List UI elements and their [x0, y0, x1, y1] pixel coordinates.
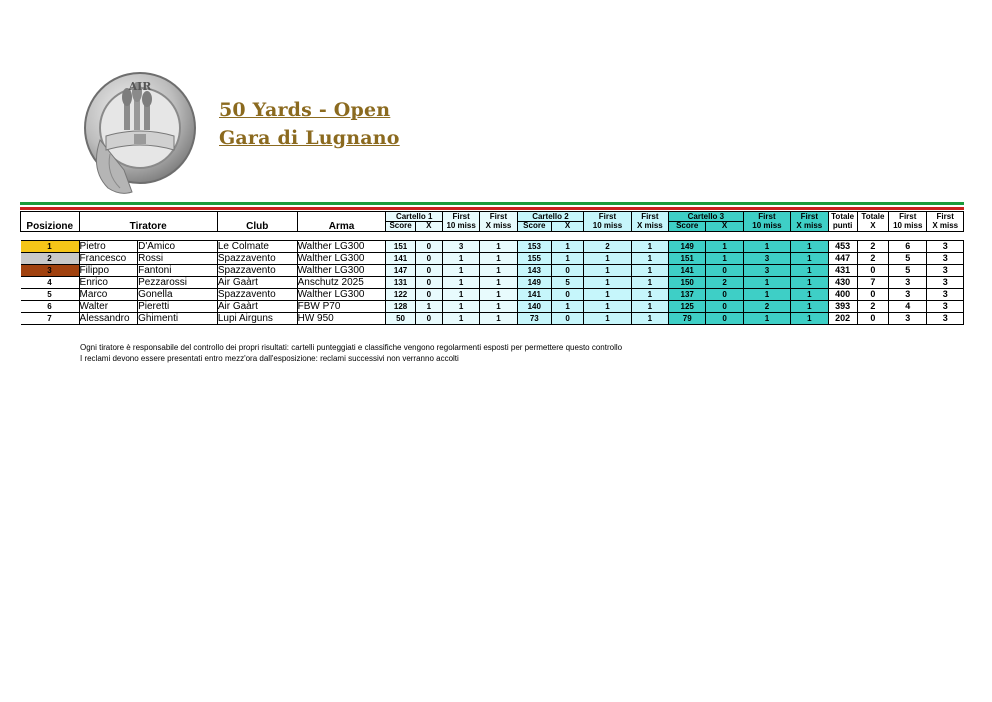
cell-c1-score: 147 — [386, 265, 415, 277]
cell-c2-x: 5 — [551, 277, 583, 289]
cell-arma: FBW P70 — [297, 301, 386, 313]
cell-arma: HW 950 — [297, 313, 386, 325]
header-c1-10miss: 10 miss — [442, 222, 479, 232]
cell-c1-first-xmiss: 1 — [480, 301, 517, 313]
cell-c2-score: 141 — [517, 289, 551, 301]
cell-nome: Enrico — [79, 277, 138, 289]
cell-c3-first-xmiss: 1 — [791, 301, 828, 313]
cell-c2-score: 140 — [517, 301, 551, 313]
cell-c2-score: 143 — [517, 265, 551, 277]
cell-totale-first-xmiss: 3 — [927, 253, 964, 265]
cell-cognome: Ghimenti — [138, 313, 218, 325]
cell-c3-score: 137 — [669, 289, 706, 301]
cell-totale-x: 2 — [857, 241, 888, 253]
cell-c1-first-xmiss: 1 — [480, 265, 517, 277]
cell-c2-first-10miss: 1 — [584, 265, 631, 277]
cell-c3-x: 1 — [706, 241, 743, 253]
cell-posizione: 7 — [21, 313, 80, 325]
cell-c2-first-10miss: 1 — [584, 253, 631, 265]
cell-c2-score: 153 — [517, 241, 551, 253]
cell-cognome: Fantoni — [138, 265, 218, 277]
cell-arma: Anschutz 2025 — [297, 277, 386, 289]
cell-arma: Walther LG300 — [297, 253, 386, 265]
cell-c3-score: 149 — [669, 241, 706, 253]
cell-c1-first-10miss: 3 — [442, 241, 479, 253]
cell-totale-first-10miss: 3 — [889, 289, 927, 301]
cell-totale-punti: 400 — [828, 289, 857, 301]
cell-totale-first-10miss: 3 — [889, 313, 927, 325]
cell-nome: Marco — [79, 289, 138, 301]
cell-c1-first-10miss: 1 — [442, 277, 479, 289]
header-club: Club — [217, 212, 297, 232]
cell-totale-x: 2 — [857, 301, 888, 313]
cell-totale-first-10miss: 6 — [889, 241, 927, 253]
header-first-x: First — [927, 212, 964, 222]
header-c2-x: X — [551, 222, 583, 232]
table-row — [21, 301, 964, 313]
cell-totale-first-xmiss: 3 — [927, 289, 964, 301]
header-c3-first-x: First — [791, 212, 828, 222]
cell-c1-first-xmiss: 1 — [480, 277, 517, 289]
header-arma: Arma — [297, 212, 386, 232]
cell-club: Air Gaàrt — [217, 301, 297, 313]
cell-c2-first-xmiss: 1 — [631, 313, 668, 325]
header-c3-score: Score — [669, 222, 706, 232]
cell-posizione: 5 — [21, 289, 80, 301]
cell-c3-first-10miss: 1 — [743, 313, 790, 325]
cell-totale-first-xmiss: 3 — [927, 313, 964, 325]
cell-nome: Pietro — [79, 241, 138, 253]
cell-c1-score: 131 — [386, 277, 415, 289]
cell-c1-first-10miss: 1 — [442, 265, 479, 277]
results-table — [20, 211, 964, 325]
cell-club: Air Gaàrt — [217, 277, 297, 289]
header-c3-xmiss: X miss — [791, 222, 828, 232]
cell-c1-first-10miss: 1 — [442, 313, 479, 325]
table-row — [21, 265, 964, 277]
page-subtitle: Gara di Lugnano — [219, 127, 400, 149]
cell-c3-x: 0 — [706, 265, 743, 277]
cell-c1-x: 0 — [415, 253, 442, 265]
header-first-10: First — [889, 212, 927, 222]
cell-c2-x: 1 — [551, 301, 583, 313]
cell-nome: Alessandro — [79, 313, 138, 325]
header-c2-first-10: First — [584, 212, 631, 222]
table-row — [21, 241, 964, 253]
cell-c1-first-xmiss: 1 — [480, 241, 517, 253]
header-cartello3: Cartello 3 — [669, 212, 744, 222]
table-header — [21, 212, 964, 232]
cell-c1-x: 0 — [415, 277, 442, 289]
cell-totale-x: 0 — [857, 265, 888, 277]
cell-c3-score: 79 — [669, 313, 706, 325]
cell-c3-first-10miss: 1 — [743, 241, 790, 253]
cell-c2-first-xmiss: 1 — [631, 265, 668, 277]
cell-c3-x: 0 — [706, 301, 743, 313]
cell-c1-first-10miss: 1 — [442, 301, 479, 313]
cell-c1-first-xmiss: 1 — [480, 289, 517, 301]
cell-c2-first-xmiss: 1 — [631, 277, 668, 289]
header-c1-score: Score — [386, 222, 415, 232]
cell-club: Lupi Airguns — [217, 313, 297, 325]
cell-c2-score: 149 — [517, 277, 551, 289]
cell-totale-first-xmiss: 3 — [927, 301, 964, 313]
cell-c3-first-10miss: 3 — [743, 253, 790, 265]
cell-c1-score: 128 — [386, 301, 415, 313]
cell-posizione: 3 — [21, 265, 80, 277]
cell-c1-first-xmiss: 1 — [480, 253, 517, 265]
cell-c3-first-10miss: 2 — [743, 301, 790, 313]
cell-totale-x: 2 — [857, 253, 888, 265]
header-xmiss: X miss — [927, 222, 964, 232]
cell-c2-first-10miss: 2 — [584, 241, 631, 253]
cell-cognome: D'Amico — [138, 241, 218, 253]
cell-c2-x: 1 — [551, 253, 583, 265]
cell-cognome: Pieretti — [138, 301, 218, 313]
cell-cognome: Pezzarossi — [138, 277, 218, 289]
cell-arma: Walther LG300 — [297, 289, 386, 301]
results-body — [21, 232, 964, 325]
table-row — [21, 313, 964, 325]
cell-c3-x: 2 — [706, 277, 743, 289]
header-x: X — [857, 222, 888, 232]
cell-club: Spazzavento — [217, 265, 297, 277]
cell-c2-x: 0 — [551, 265, 583, 277]
crest-motto: AIR — [128, 80, 152, 93]
header-posizione: Posizione — [21, 212, 80, 232]
cell-totale-first-10miss: 5 — [889, 253, 927, 265]
footer-note-2: I reclami devono essere presentati entro mezz'ora dall'esposizione: reclami successivi non verranno accolti — [80, 354, 459, 363]
header-c3-x: X — [706, 222, 743, 232]
cell-c3-first-10miss: 3 — [743, 265, 790, 277]
cell-c1-score: 141 — [386, 253, 415, 265]
cell-c2-x: 0 — [551, 313, 583, 325]
cell-c1-score: 122 — [386, 289, 415, 301]
cell-nome: Filippo — [79, 265, 138, 277]
cell-c3-first-xmiss: 1 — [791, 277, 828, 289]
cell-c2-score: 73 — [517, 313, 551, 325]
cell-arma: Walther LG300 — [297, 241, 386, 253]
header-tiratore: Tiratore — [79, 212, 217, 232]
cell-c3-first-10miss: 1 — [743, 277, 790, 289]
cell-c3-score: 151 — [669, 253, 706, 265]
footer-note-1: Ogni tiratore è responsabile del controllo dei propri risultati: cartelli punteggiati e classifiche vengono regolarmenti esposti per permettere questo controllo — [80, 343, 623, 352]
header-c1-xmiss: X miss — [480, 222, 517, 232]
cell-posizione: 1 — [21, 241, 80, 253]
header-c1-first-10: First — [442, 212, 479, 222]
cell-club: Spazzavento — [217, 253, 297, 265]
header-cartello2: Cartello 2 — [517, 212, 584, 222]
cell-c1-x: 0 — [415, 289, 442, 301]
cell-totale-punti: 202 — [828, 313, 857, 325]
cell-c2-first-10miss: 1 — [584, 289, 631, 301]
cell-c3-first-xmiss: 1 — [791, 289, 828, 301]
cell-posizione: 6 — [21, 301, 80, 313]
cell-c1-first-xmiss: 1 — [480, 313, 517, 325]
cell-cognome: Gonella — [138, 289, 218, 301]
flag-stripe-red — [20, 207, 964, 210]
cell-c2-first-xmiss: 1 — [631, 241, 668, 253]
cell-arma: Walther LG300 — [297, 265, 386, 277]
cell-cognome: Rossi — [138, 253, 218, 265]
cell-totale-punti: 431 — [828, 265, 857, 277]
cell-c1-x: 0 — [415, 265, 442, 277]
cell-club: Le Colmate — [217, 241, 297, 253]
header-cartello1: Cartello 1 — [386, 212, 443, 222]
header-totale-punti: Totale — [828, 212, 857, 222]
cell-c2-first-10miss: 1 — [584, 277, 631, 289]
cell-c3-score: 125 — [669, 301, 706, 313]
cell-totale-x: 0 — [857, 289, 888, 301]
cell-c1-first-10miss: 1 — [442, 253, 479, 265]
header-10miss: 10 miss — [889, 222, 927, 232]
cell-c2-first-xmiss: 1 — [631, 289, 668, 301]
cell-totale-x: 7 — [857, 277, 888, 289]
cell-posizione: 2 — [21, 253, 80, 265]
cell-c1-score: 151 — [386, 241, 415, 253]
header-c2-score: Score — [517, 222, 551, 232]
cell-c2-score: 155 — [517, 253, 551, 265]
cell-c3-x: 1 — [706, 253, 743, 265]
header-c2-first-x: First — [631, 212, 668, 222]
page-title: 50 Yards - Open — [219, 99, 391, 121]
header-punti: punti — [828, 222, 857, 232]
cell-nome: Walter — [79, 301, 138, 313]
header-totale-x: Totale — [857, 212, 888, 222]
cell-c3-x: 0 — [706, 289, 743, 301]
cell-c3-first-xmiss: 1 — [791, 265, 828, 277]
cell-totale-first-10miss: 4 — [889, 301, 927, 313]
club-crest-emblem — [80, 70, 200, 198]
cell-totale-first-xmiss: 3 — [927, 277, 964, 289]
cell-c3-first-10miss: 1 — [743, 289, 790, 301]
cell-c1-x: 0 — [415, 313, 442, 325]
cell-c1-x: 0 — [415, 241, 442, 253]
cell-c1-first-10miss: 1 — [442, 289, 479, 301]
cell-c1-score: 50 — [386, 313, 415, 325]
header-c1-x: X — [415, 222, 442, 232]
cell-totale-punti: 453 — [828, 241, 857, 253]
header-c3-10miss: 10 miss — [743, 222, 790, 232]
cell-totale-punti: 393 — [828, 301, 857, 313]
cell-c1-x: 1 — [415, 301, 442, 313]
cell-c2-x: 0 — [551, 289, 583, 301]
cell-posizione: 4 — [21, 277, 80, 289]
cell-c2-first-xmiss: 1 — [631, 253, 668, 265]
table-row — [21, 277, 964, 289]
cell-c3-first-xmiss: 1 — [791, 241, 828, 253]
cell-totale-first-xmiss: 3 — [927, 265, 964, 277]
cell-c3-score: 141 — [669, 265, 706, 277]
header-c3-first-10: First — [743, 212, 790, 222]
cell-totale-first-10miss: 3 — [889, 277, 927, 289]
cell-totale-first-10miss: 5 — [889, 265, 927, 277]
cell-c2-first-10miss: 1 — [584, 313, 631, 325]
table-row — [21, 289, 964, 301]
cell-totale-x: 0 — [857, 313, 888, 325]
cell-c3-first-xmiss: 1 — [791, 313, 828, 325]
cell-club: Spazzavento — [217, 289, 297, 301]
table-row — [21, 253, 964, 265]
cell-nome: Francesco — [79, 253, 138, 265]
cell-totale-punti: 430 — [828, 277, 857, 289]
cell-totale-punti: 447 — [828, 253, 857, 265]
cell-c2-first-xmiss: 1 — [631, 301, 668, 313]
cell-c3-x: 0 — [706, 313, 743, 325]
header-c1-first-x: First — [480, 212, 517, 222]
cell-c3-first-xmiss: 1 — [791, 253, 828, 265]
cell-c2-x: 1 — [551, 241, 583, 253]
header-c2-10miss: 10 miss — [584, 222, 631, 232]
header-c2-xmiss: X miss — [631, 222, 668, 232]
cell-c3-score: 150 — [669, 277, 706, 289]
cell-totale-first-xmiss: 3 — [927, 241, 964, 253]
cell-c2-first-10miss: 1 — [584, 301, 631, 313]
